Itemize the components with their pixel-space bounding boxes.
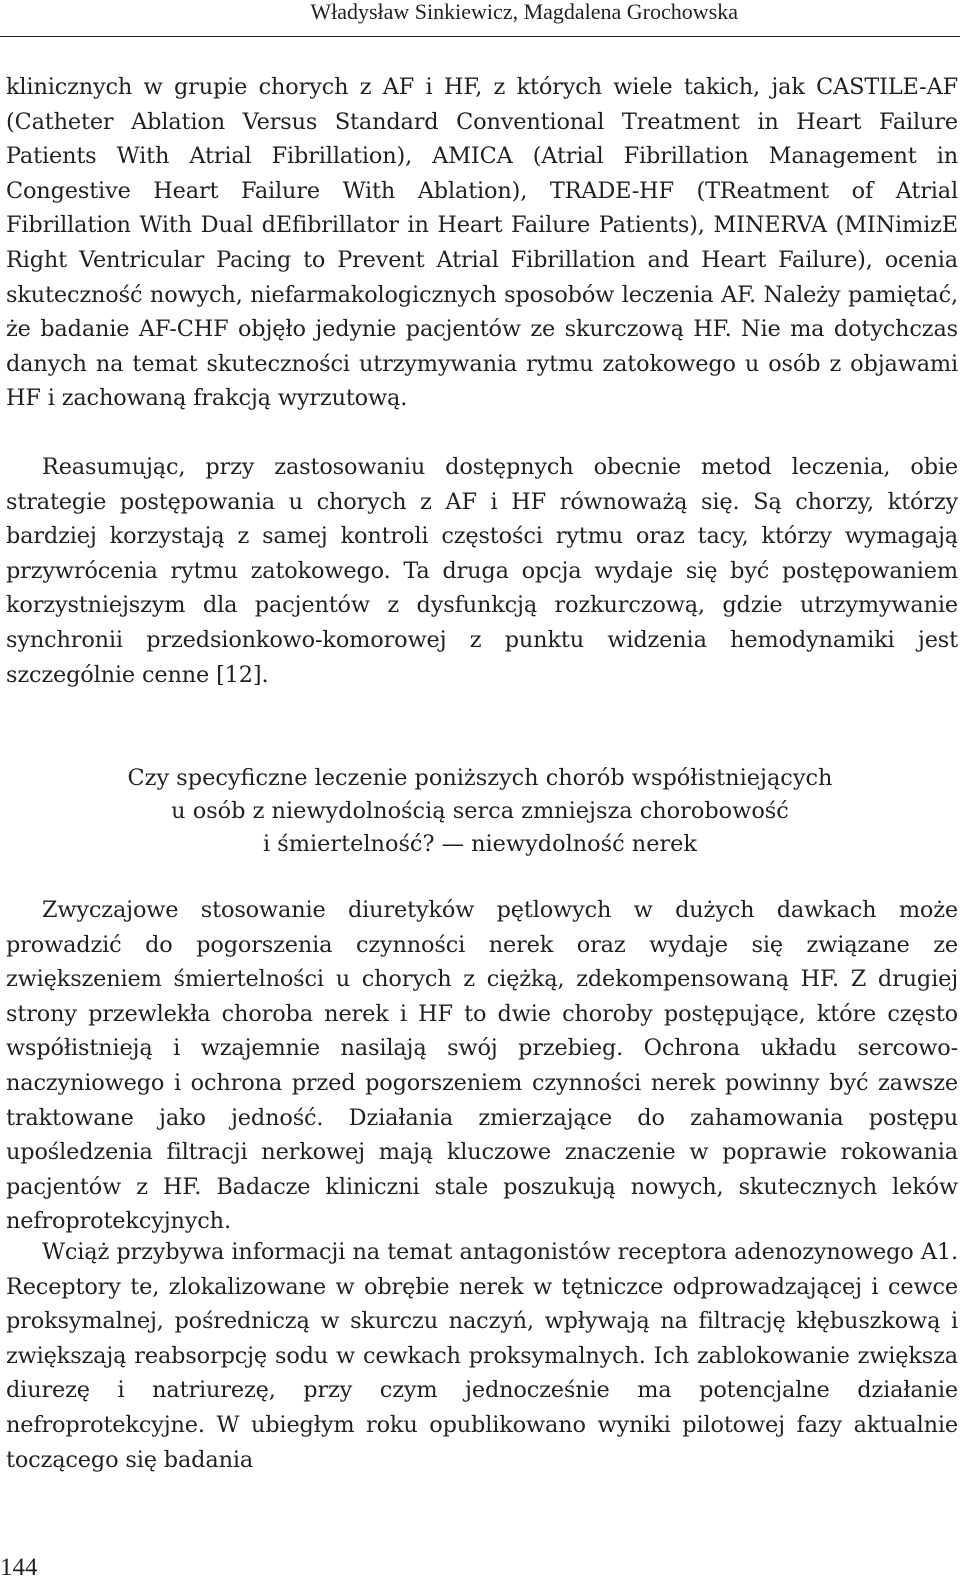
body-paragraph-1: klinicznych w grupie chorych z AF i HF, z których wiele takich, jak CASTILE-AF (Catheter Ablation Versus Standard Conventional Treatment in Heart Failure Patients With Atrial Fibrillation), AMICA (Atrial Fibrillation Management in Congestive Heart Failure With Ablation), TRADE-HF (TReatment of Atrial Fibrillation With Dual dEfibrillator in Heart Failure Patients), MINERVA (MINimizE Right Ventricular Pacing to Prevent Atrial Fibrillation and Heart Failure), ocenia skuteczność nowych, niefarmakologicznych sposobów leczenia AF. Należy pamiętać, że badanie AF-CHF objęło jedynie pacjentów ze skurczową HF. Nie ma dotychczas danych na temat skuteczności utrzymywania rytmu zatokowego u osób z objawami HF i zachowaną frakcją wyrzutową. — [6, 74, 958, 412]
section-heading-line-2: u osób z niewydolnością serca zmniejsza chorobowość — [171, 798, 789, 824]
header-rule — [0, 36, 960, 37]
body-paragraph-4: Wciąż przybywa informacji na temat antagonistów receptora adenozynowego A1. Receptory te, zlokalizowane w obrębie nerek w tętniczce odprowadzającej i cewce proksymalnej, pośredniczą w skurczu naczyń, wpływają na filtrację kłębuszkową i zwiększają reabsorpcję sodu w cewkach proksymalnych. Ich zablokowanie zwiększa diurezę i natriurezę, przy czym jednocześnie ma potencjalne działanie nefroprotekcyjne. W ubiegłym roku opublikowano wyniki pilotowej fazy aktualnie toczącego się badania — [6, 1239, 958, 1473]
body-paragraph-3: Zwyczajowe stosowanie diuretyków pętlowych w dużych dawkach może prowadzić do pogorszenia czynności nerek oraz wydaje się związane ze zwiększeniem śmiertelności u chorych z ciężką, zdekompensowaną HF. Z drugiej strony przewlekła choroba nerek i HF to dwie choroby postępujące, które często współistnieją i wzajemnie nasilają swój przebieg. Ochrona układu sercowo-naczyniowego i ochrona przed pogorszeniem czynności nerek powinny być zawsze traktowane jako jedność. Działania zmierzające do zahamowania postępu upośledzenia filtracji nerkowej mają kluczowe znaczenie w poprawie rokowania pacjentów z HF. Badacze kliniczni stale poszukują nowych, skutecznych leków nefroprotekcyjnych. — [6, 897, 958, 1235]
section-heading — [60, 762, 900, 861]
running-header — [0, 0, 960, 24]
section-heading-line-1: Czy specyficzne leczenie poniższych chorób współistniejących — [127, 765, 833, 791]
section-heading-line-3: i śmiertelność? — niewydolność nerek — [263, 831, 697, 857]
running-title: Władysław Sinkiewicz, Magdalena Grochowska — [310, 0, 738, 24]
page-number: 144 — [0, 1554, 38, 1581]
body-paragraph-2: Reasumując, przy zastosowaniu dostępnych obecnie metod leczenia, obie strategie postępowania u chorych z AF i HF równoważą się. Są chorzy, którzy bardziej korzystają z samej kontroli częstości rytmu oraz tacy, którzy wymagają przywrócenia rytmu zatokowego. Ta druga opcja wydaje się być postępowaniem korzystniejszym dla pacjentów z dysfunkcją rozkurczową, gdzie utrzymywanie synchronii przedsionkowo-komorowej z punktu widzenia hemodynamiki jest szczególnie cenne [12]. — [6, 454, 958, 688]
